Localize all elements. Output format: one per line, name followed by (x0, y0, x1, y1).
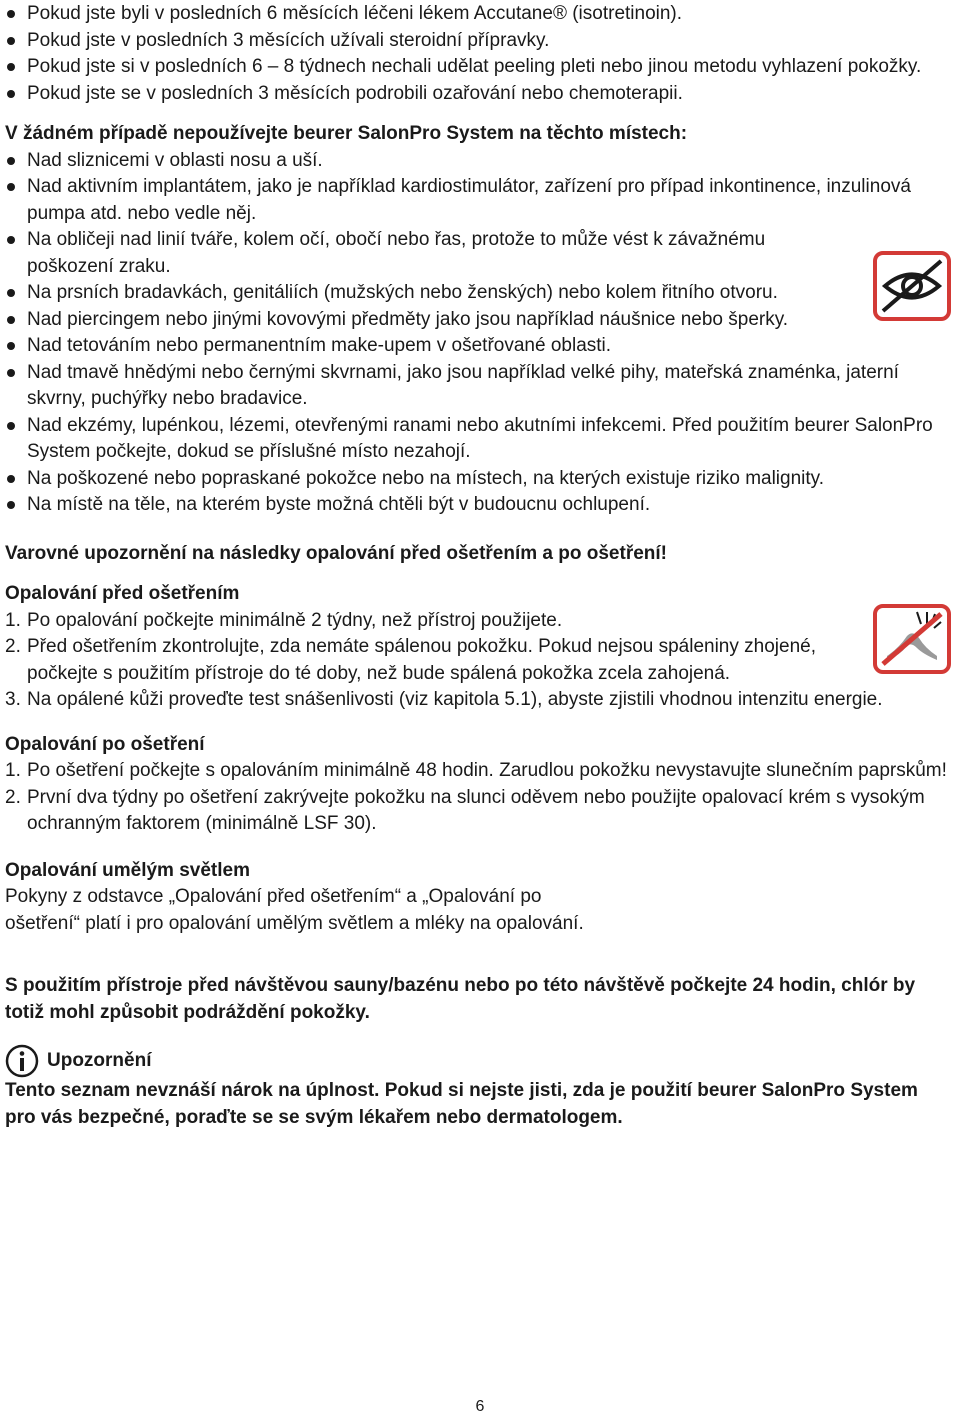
list-text: Na opálené kůži proveďte test snášenlivosti (viz kapitola 5.1), abyste zjistili vhodnou intenzitu energie. (27, 689, 883, 710)
list-item (5, 634, 950, 687)
notice-text: Tento seznam nevznáší nárok na úplnost. Pokud si nejste jisti, zda je použití beurer SalonPro System pro vás bezpečné, poraďte se se svým lékařem nebo dermatologem. (5, 1080, 918, 1128)
list-item: Na poškozené nebo popraskané pokožce nebo na místech, na kterých existuje riziko malignity. (5, 466, 950, 493)
section-artificial-line-1: Pokyny z odstavce „Opalování před ošetřením“ a „Opalování po (5, 886, 542, 907)
list-number: 1. (5, 760, 21, 781)
list-item: Nad ekzémy, lupénkou, lézemi, otevřenými ranami nebo akutními infekcemi. Před použitím beurer SalonPro System počkejte, dokud se příslušné místo nezahojí. (5, 413, 950, 466)
list-item: Nad piercingem nebo jinými kovovými předměty jako jsou například náušnice nebo šperky. (5, 307, 950, 334)
list-number: 1. (5, 609, 21, 631)
list-item: Nad sliznicemi v oblasti nosu a uší. (5, 148, 950, 175)
list-item (5, 608, 950, 635)
list-item: Nad aktivním implantátem, jako je například kardiostimulátor, zařízení pro případ inkontinence, inzulinová pumpa atd. nebo vedle něj. (5, 174, 950, 227)
list-item: Pokud jste byli v posledních 6 měsících léčeni lékem Accutane® (isotretinoin). (5, 1, 950, 28)
list-item: Na prsních bradavkách, genitáliích (mužských nebo ženských) nebo kolem řitního otvoru. (5, 280, 950, 307)
section-artificial-title: Opalování umělým světlem (5, 859, 250, 881)
list-number: 2. (5, 786, 21, 808)
heading-no-use: V žádném případě nepoužívejte beurer SalonPro System na těchto místech: (5, 123, 688, 144)
list-item: Na místě na těle, na kterém byste možná chtěli být v budoucnu ochlupení. (5, 492, 950, 519)
list-text: První dva týdny po ošetření zakrývejte pokožku na slunci oděvem nebo použijte opalovací krém s vysokým ochranným faktorem (minimálně LSF 30). (27, 786, 925, 834)
section-before-list (5, 608, 950, 714)
heading-warning: Varovné upozornění na následky opalování před ošetřením a po ošetření! (5, 542, 667, 564)
list-item: Pokud jste se v posledních 3 měsících podrobili ozařování nebo chemoterapii. (5, 81, 950, 108)
document-page (5, 1, 950, 1131)
contraindications-list (5, 1, 950, 107)
no-sunbathing-icon (873, 604, 951, 674)
list-number: 3. (5, 689, 21, 710)
no-eyes-icon (873, 251, 951, 321)
list-item: Nad tetováním nebo permanentním make-upem v ošetřované oblasti. (5, 333, 950, 360)
section-after-title: Opalování po ošetření (5, 733, 205, 755)
section-artificial-line-2: ošetření“ platí i pro opalování umělým světlem a mléky na opalování. (5, 912, 584, 934)
list-text: Po opalování počkejte minimálně 2 týdny, než přístroj použijete. (27, 609, 563, 631)
list-item: Pokud jste v posledních 3 měsících užívali steroidní přípravky. (5, 28, 950, 55)
list-text: Po ošetření počkejte s opalováním minimálně 48 hodin. Zarudlou pokožku nevystavujte slunečním paprskům! (27, 760, 947, 781)
list-item (5, 758, 950, 785)
page-number: 6 (475, 1398, 485, 1415)
section-after-list (5, 758, 950, 838)
list-item: Na obličeji nad linií tváře, kolem očí, obočí nebo řas, protože to může vést k závažnému poškození zraku. (5, 227, 950, 280)
list-item: Pokud jste si v posledních 6 – 8 týdnech nechali udělat peeling pleti nebo jinou metodu vyhlazení pokožky. (5, 54, 950, 81)
info-icon (5, 1044, 39, 1078)
notice-title: Upozornění (47, 1049, 152, 1071)
notice-header (5, 1044, 950, 1078)
list-number: 2. (5, 636, 21, 657)
section-before-title: Opalování před ošetřením (5, 583, 240, 604)
list-text: Před ošetřením zkontrolujte, zda nemáte spálenou pokožku. Pokud nejsou spáleniny zhojené, počkejte s použitím přístroje do té doby, než bude spálená pokožka zcela zahojená. (27, 636, 816, 684)
list-item (5, 687, 950, 714)
list-item: Nad tmavě hnědými nebo černými skvrnami, jako jsou například velké pihy, mateřská znaménka, jaterní skvrny, puchýřky nebo bradavice. (5, 360, 950, 413)
no-use-areas-list (5, 148, 950, 519)
sauna-note: S použitím přístroje před návštěvou sauny/bazénu nebo po této návštěvě počkejte 24 hodin, chlór by totiž mohl způsobit podráždění pokožky. (5, 975, 916, 1023)
list-item (5, 785, 950, 838)
